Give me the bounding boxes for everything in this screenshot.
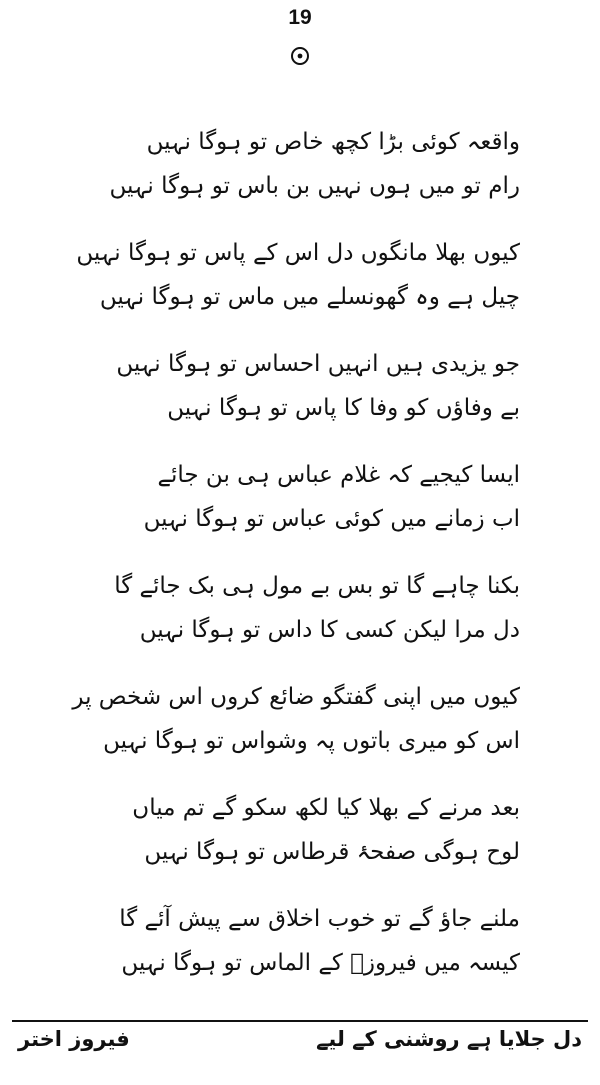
verse-line: کیوں میں اپنی گفتگو ضائع کروں اس شخص پر	[72, 684, 520, 710]
verse-line: ملنے جاؤ گے تو خوب اخلاق سے پیش آئے گا	[119, 906, 520, 932]
stanza	[120, 453, 520, 564]
poem	[72, 120, 520, 1008]
verse-line: اب زمانے میں کوئی عباس تو ہوگا نہیں	[143, 506, 520, 532]
footer-book-title: دل جلایا ہے روشنی کے لیے	[316, 1027, 582, 1051]
verse-line: واقعہ کوئی بڑا کچھ خاص تو ہوگا نہیں	[146, 129, 520, 155]
verse-line: دل مرا لیکن کسی کا داس تو ہوگا نہیں	[139, 617, 520, 643]
verse-line: جو یزیدی ہیں انہیں احساس تو ہوگا نہیں	[116, 351, 520, 377]
verse-line: بے وفاؤں کو وفا کا پاس تو ہوگا نہیں	[167, 395, 520, 421]
stanza	[109, 120, 520, 231]
verse-line: اس کو میری باتوں پہ وشواس تو ہوگا نہیں	[103, 728, 520, 754]
stanza	[116, 342, 520, 453]
verse-line: ایسا کیجیے کہ غلام عباس ہی بن جائے	[157, 462, 520, 488]
verse-line: بکنا چاہے گا تو بس بے مول ہی بک جائے گا	[114, 573, 520, 599]
verse-line: کیسہ میں فیروزؔ کے الماس تو ہوگا نہیں	[121, 950, 520, 976]
page-number: 19	[288, 6, 312, 29]
stanza	[72, 675, 520, 786]
verse-line: بعد مرنے کے بھلا کیا لکھ سکو گے تم میاں	[132, 795, 520, 821]
verse-line: کیوں بھلا مانگوں دل اس کے پاس تو ہوگا نہیں	[76, 240, 520, 266]
stanza	[120, 786, 520, 897]
verse-line: رام تو میں ہوں نہیں بن باس تو ہوگا نہیں	[109, 173, 520, 199]
stanza	[120, 897, 520, 1008]
verse-line: چیل ہے وہ گھونسلے میں ماس تو ہوگا نہیں	[99, 284, 520, 310]
footer-divider	[12, 1020, 588, 1022]
circle-dot-ornament-icon	[290, 46, 310, 66]
stanza	[76, 231, 520, 342]
stanza	[114, 564, 520, 675]
footer-author-name: فیروز اختر	[18, 1027, 130, 1051]
verse-line: لوح ہوگی صفحۂ قرطاس تو ہوگا نہیں	[144, 839, 520, 865]
